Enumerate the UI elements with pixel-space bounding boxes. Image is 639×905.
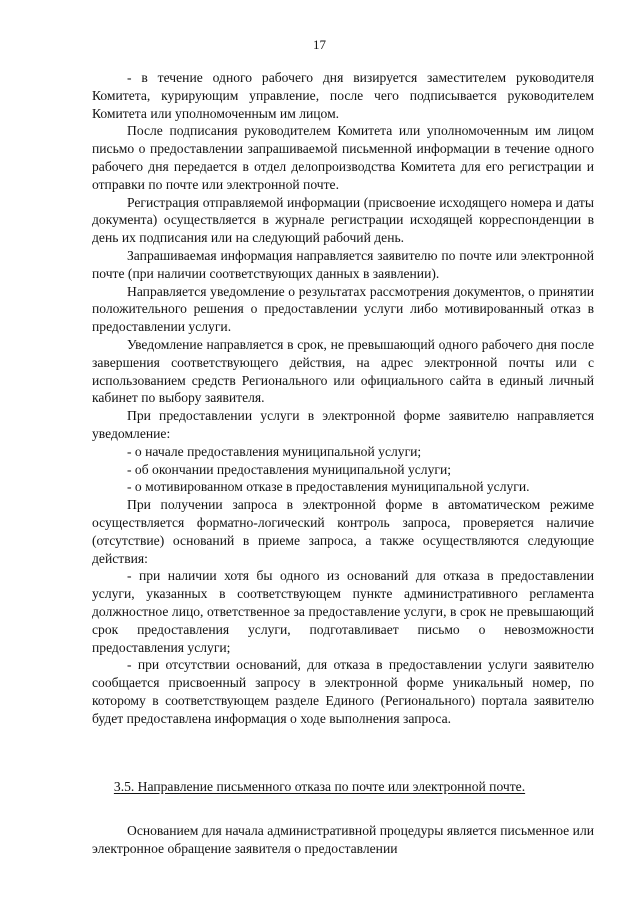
paragraph-after-signing: После подписания руководителем Комитета или уполномоченным им лицом письмо о предоставлении запрашиваемой письменной информации в течение одного рабочего дня передается в отдел делопроизводства Комитета для его регистрации и отправки по почте или электронной почте. — [92, 123, 594, 192]
document-body — [92, 69, 594, 727]
paragraph-info-sent: Запрашиваемая информация направляется заявителю по почте или электронной почте (при наличии соответствующих данных в заявлении). — [92, 247, 594, 281]
paragraph-registration: Регистрация отправляемой информации (присвоение исходящего номера и даты документа) осуществляется в журнале регистрации исходящей корреспонденции в день их подписания или на следующий рабочий день. — [92, 194, 594, 246]
paragraph-notification-deadline: Уведомление направляется в срок, не превышающий одного рабочего дня после завершения соответствующего действия, на адрес электронной почты или с использованием средств Регионального или официального сайта в единый личный кабинет по выбору заявителя. — [92, 336, 594, 406]
section-heading-text: 3.5. Направление письменного отказа по почте или электронной почте. — [113, 779, 526, 794]
paragraph-notification: Направляется уведомление о результатах рассмотрения документов, о принятии положительного решения о предоставлении услуги либо мотивированный отказ в предоставлении услуги. — [92, 283, 594, 335]
paragraph-refusal-grounds: - при наличии хотя бы одного из оснований для отказа в предоставлении услуги, указанных в соответствующем пункте административного регламента должностное лицо, ответственное за предоставление услуги, в срок не превышающий срок предоставления услуги, подготавливает письмо о невозможности предоставления услуги; — [92, 568, 594, 655]
paragraph-approval: - в течение одного рабочего дня визируется заместителем руководителя Комитета, курирующим управление, после чего подписывается руководителем Комитета или уполномоченным им лицом. — [92, 70, 594, 121]
paragraph-no-grounds: - при отсутствии оснований, для отказа в предоставлении услуги заявителю сообщается присвоенный запросу в электронной форме уникальный номер, по которому в соответствующем разделе Единого (Регионального) портала заявителю будет предоставлена информация о ходе выполнения запроса. — [92, 657, 594, 726]
final-section — [92, 822, 594, 858]
list-item: - о начале предоставления муниципальной услуги; — [127, 443, 422, 459]
paragraph-electronic-form: При предоставлении услуги в электронной форме заявителю направляется уведомление: — [92, 408, 594, 441]
list-item: - об окончании предоставления муниципальной услуги; — [127, 461, 452, 477]
paragraph-basis: Основанием для начала административной процедуры является письменное или электронное обращение заявителя о предоставлении — [92, 823, 594, 856]
page-number: 17 — [313, 37, 326, 52]
list-item: - о мотивированном отказе в предоставления муниципальной услуги. — [127, 479, 530, 495]
section-heading — [0, 778, 639, 796]
paragraph-request-check: При получении запроса в электронной форме в автоматическом режиме осуществляется форматно-логический контроль запроса, проверяется наличие (отсутствие) оснований в приеме запроса, а также осуществляются следующие действия: — [92, 497, 594, 566]
